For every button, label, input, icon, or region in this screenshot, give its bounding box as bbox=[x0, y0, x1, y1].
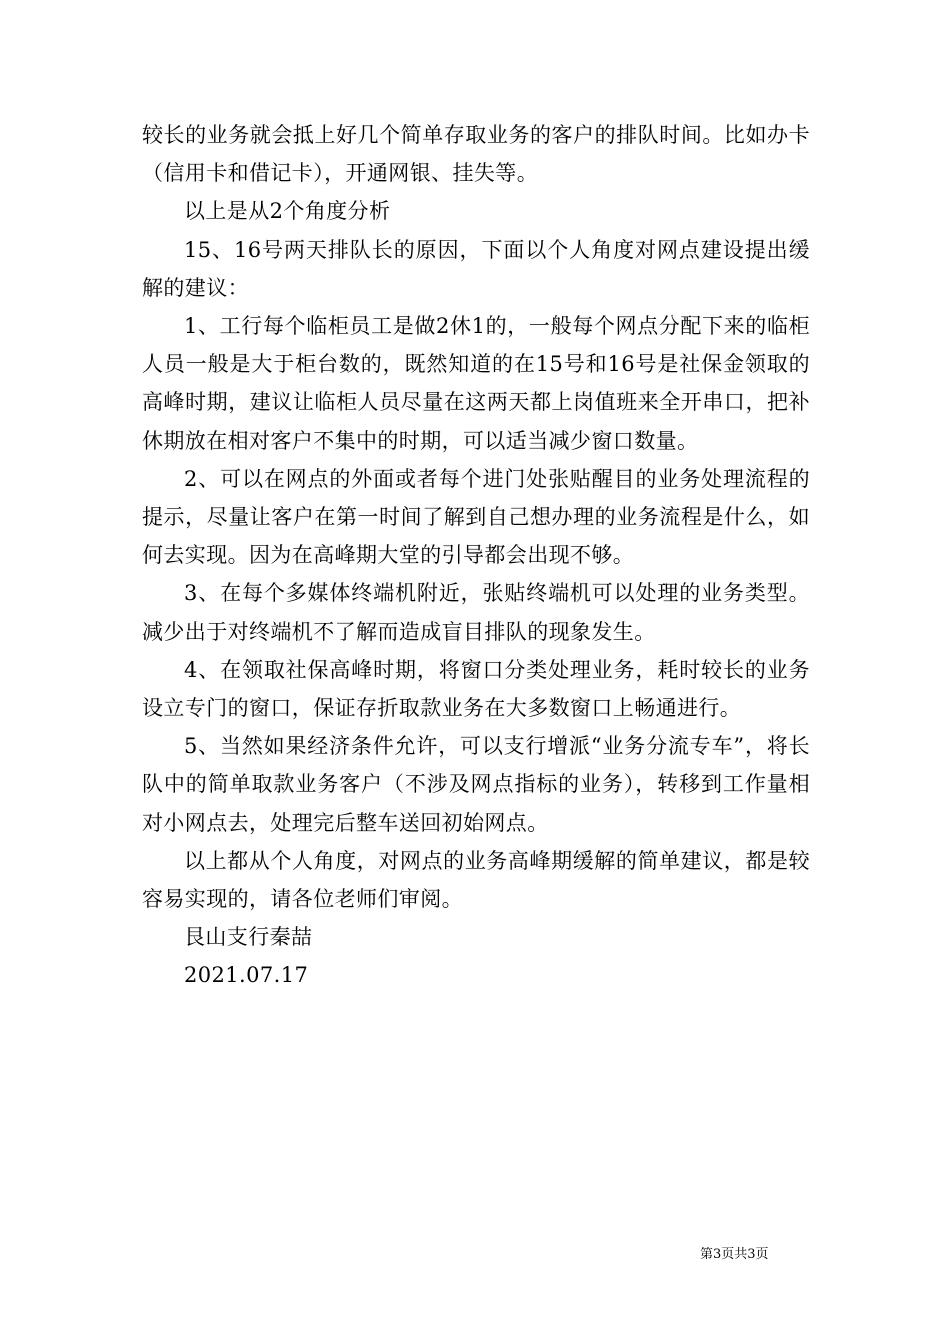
document-body bbox=[142, 116, 810, 995]
paragraph-analysis-intro: 以上是从2个角度分析 bbox=[184, 199, 391, 224]
paragraph-suggestion-2: 2、可以在网点的外面或者每个进门处张贴醒目的业务处理流程的提示，尽量让客户在第一时间了解到自己想办理的业务流程是什么，如何去实现。因为在高峰期大堂的引导都会出现不够。 bbox=[142, 466, 810, 568]
paragraph-suggestion-3: 3、在每个多媒体终端机附近，张贴终端机可以处理的业务类型。减少出于对终端机不了解而造成盲目排队的现象发生。 bbox=[142, 581, 810, 644]
paragraph-conclusion: 以上都从个人角度，对网点的业务高峰期缓解的简单建议，都是较容易实现的，请各位老师们审阅。 bbox=[142, 848, 810, 912]
paragraph-suggestion-1: 1、工行每个临柜员工是做2休1的，一般每个网点分配下来的临柜人员一般是大于柜台数的，既然知道的在15号和16号是社保金领取的高峰时期，建议让临柜人员尽量在这两天都上岗值班来全开串口，把补休期放在相对客户不集中的时期，可以适当减少窗口数量。 bbox=[142, 314, 810, 453]
signature-date: 2021.07.17 bbox=[184, 963, 309, 988]
signature-author: 艮山支行秦喆 bbox=[184, 925, 313, 950]
paragraph-suggestion-5: 5、当然如果经济条件允许，可以支行增派“业务分流专车”，将长队中的简单取款业务客户（不涉及网点指标的业务），转移到工作量相对小网点去，处理完后整车送回初始网点。 bbox=[142, 734, 810, 835]
paragraph-continuation: 较长的业务就会抵上好几个简单存取业务的客户的排队时间。比如办卡（信用卡和借记卡），开通网银、挂失等。 bbox=[142, 123, 810, 186]
paragraph-reason-summary: 15、16号两天排队长的原因，下面以个人角度对网点建设提出缓解的建议： bbox=[142, 237, 810, 300]
paragraph-suggestion-4: 4、在领取社保高峰时期，将窗口分类处理业务，耗时较长的业务设立专门的窗口，保证存折取款业务在大多数窗口上畅通进行。 bbox=[142, 657, 810, 721]
page-number-footer: 第3页共3页 bbox=[700, 1247, 769, 1262]
